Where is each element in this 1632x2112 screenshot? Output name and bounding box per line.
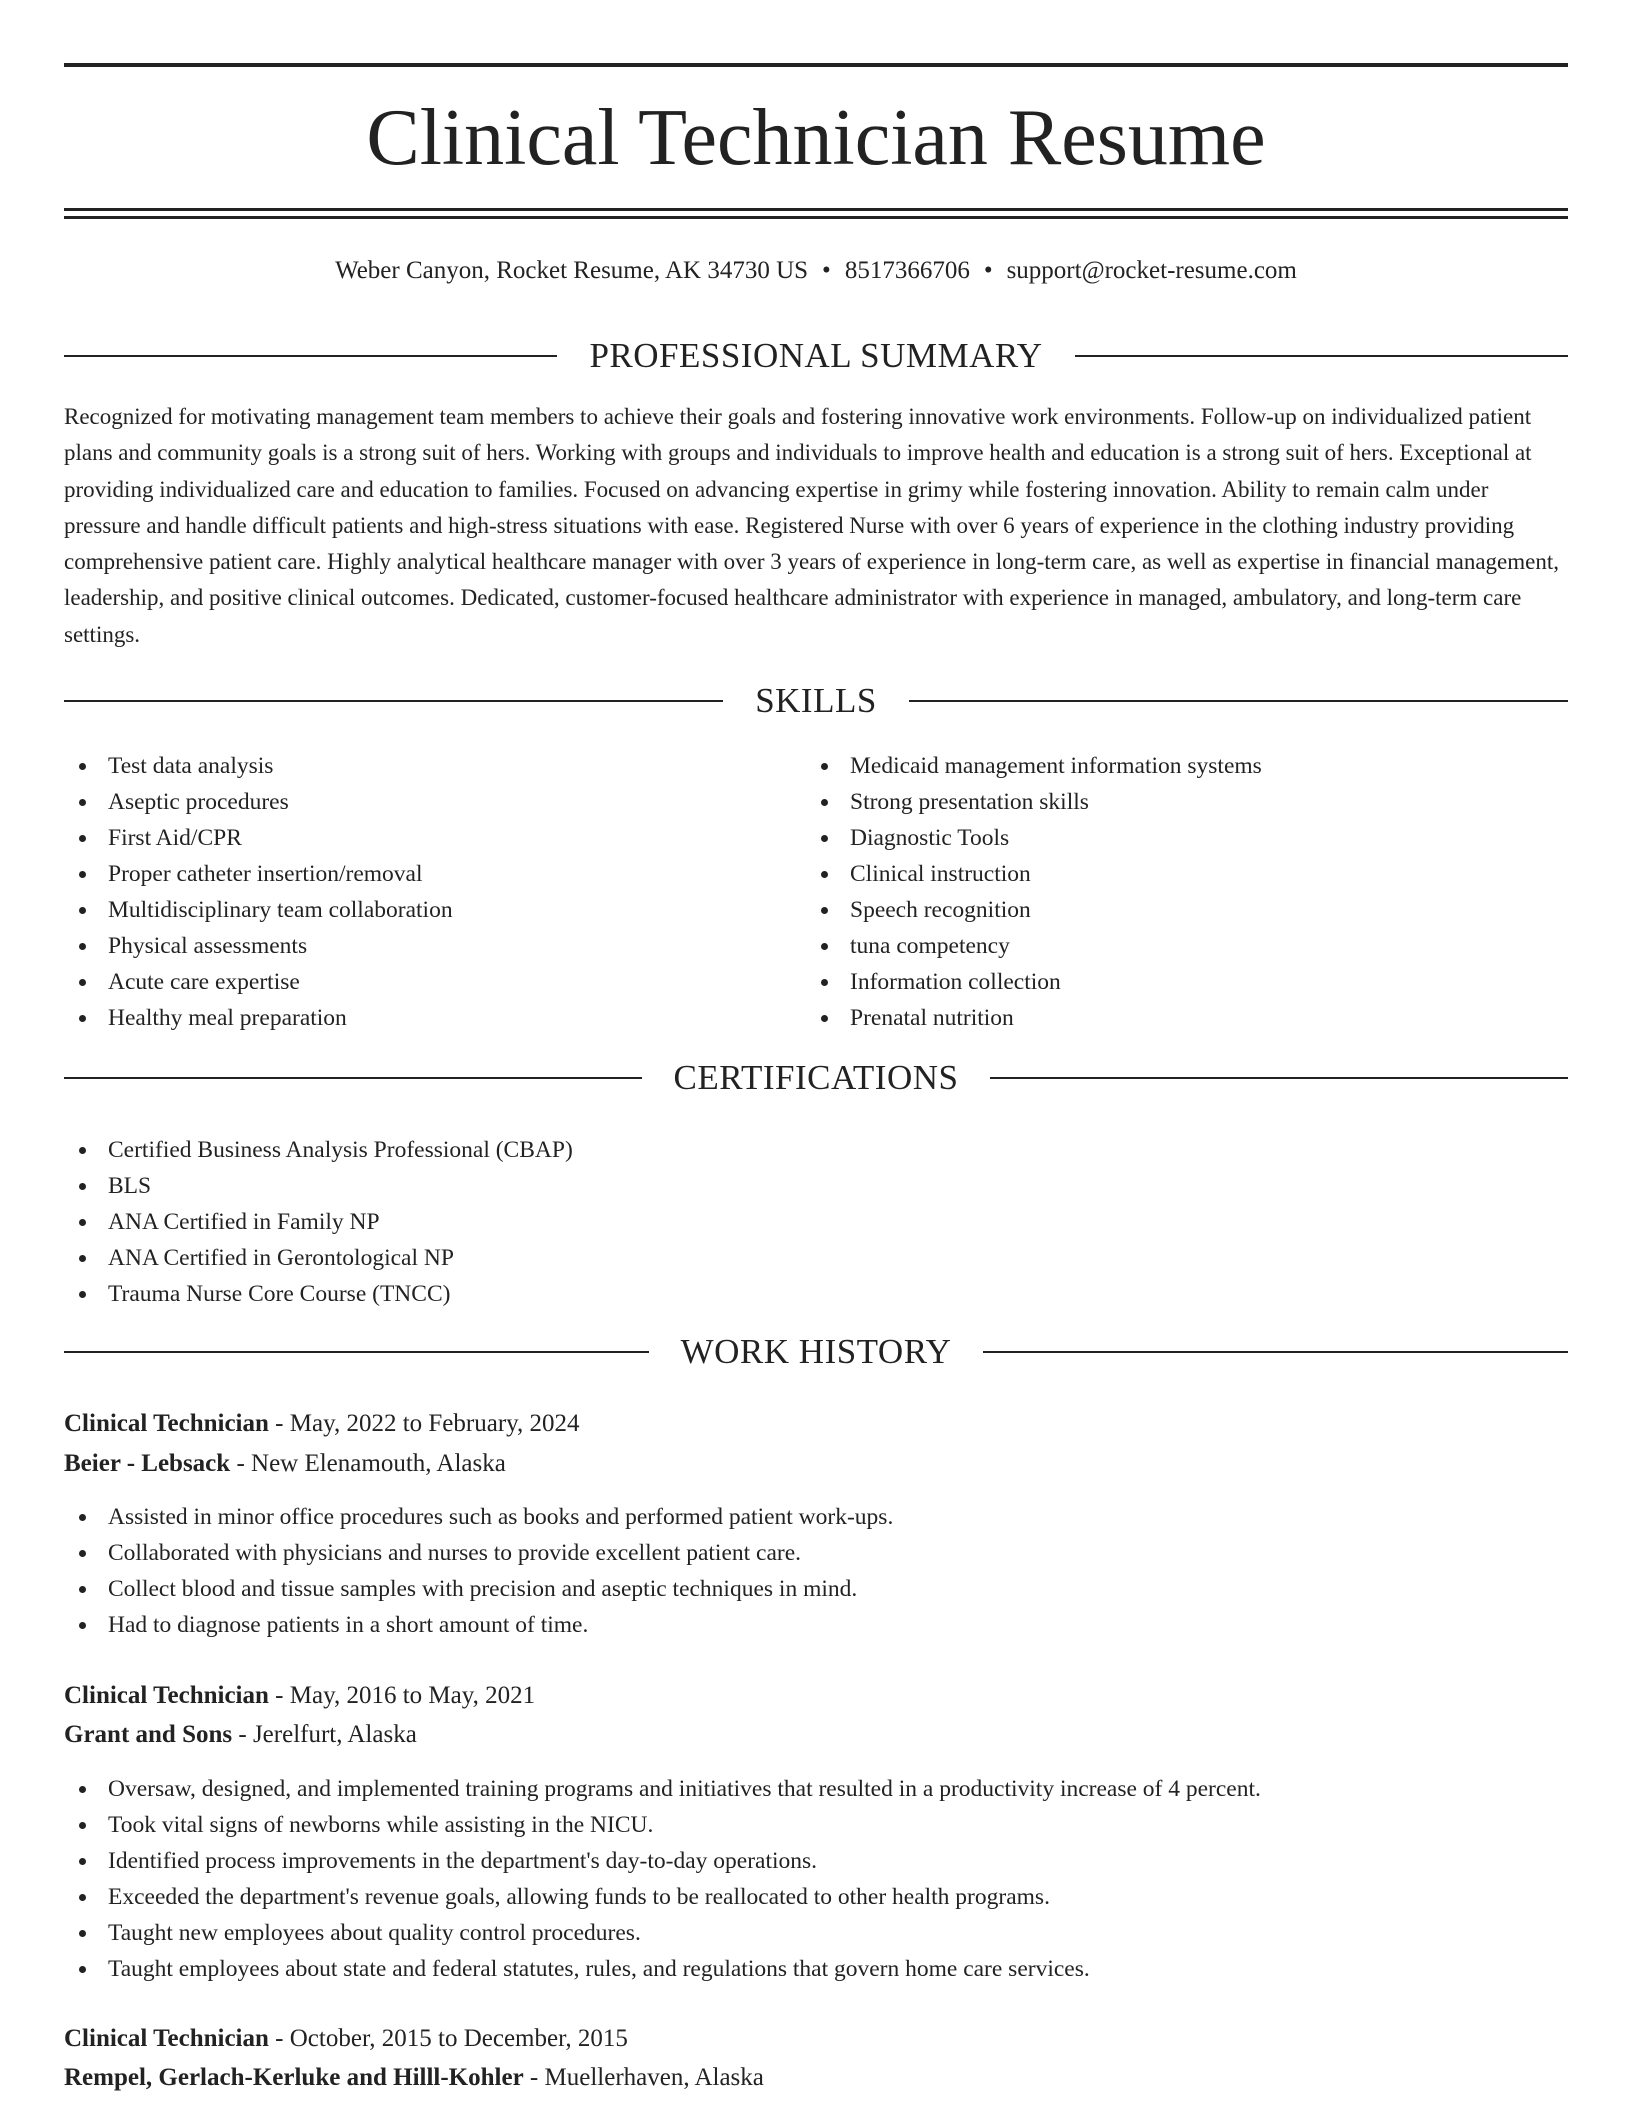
work-history-heading (64, 1332, 1568, 1372)
skill-item: Speech recognition (806, 892, 1566, 928)
heading-rule-right (909, 700, 1568, 702)
skill-item: Strong presentation skills (806, 784, 1566, 820)
job-location: Jerelfurt, Alaska (252, 1721, 417, 1748)
contact-address: Weber Canyon, Rocket Resume, AK 34730 US (335, 257, 809, 284)
contact-phone: 8517366706 (844, 257, 970, 284)
job-employer: Grant and Sons (64, 1721, 233, 1748)
skills-list-left (64, 748, 804, 1036)
job-dash: - (268, 1410, 290, 1437)
resume-title: Clinical Technician Resume (366, 94, 1266, 182)
job-title-line (64, 2020, 1568, 2058)
heading-rule-left (64, 355, 557, 357)
skills-heading (64, 681, 1568, 721)
certification-item: BLS (64, 1168, 1568, 1204)
job-dates: October, 2015 to December, 2015 (289, 2025, 628, 2052)
certifications-heading-text: CERTIFICATIONS (673, 1058, 959, 1097)
heading-rule-right (1075, 355, 1568, 357)
duty-item: Identified process improvements in the department's day-to-day operations. (64, 1843, 1568, 1879)
skill-item: Diagnostic Tools (806, 820, 1566, 856)
skill-item: Multidisciplinary team collaboration (64, 892, 804, 928)
heading-rule-left (64, 700, 723, 702)
job-employer-line (64, 1716, 1568, 1754)
summary-text: Recognized for motivating management team members to achieve their goals and fostering innovative work environments. Follow-up on individualized patient plans and community goals is a strong suit of hers. Working with groups and individuals to improve health and education is a strong suit of hers. Exceptional at providing individualized care and education to families. Focused on advancing expertise in grimy while fostering innovation. Ability to remain calm under pressure and handle difficult patients and high-stress situations with ease. Registered Nurse with over 6 years of experience in the clothing industry providing comprehensive patient care. Highly analytical healthcare manager with over 3 years of experience in long-term care, as well as expertise in financial management, leadership, and positive clinical outcomes. Dedicated, customer-focused healthcare administrator with experience in managed, ambulatory, and long-term care settings. (64, 404, 1559, 647)
certifications-heading (64, 1058, 1568, 1098)
contact-separator: • (822, 257, 831, 284)
certifications-list (64, 1132, 1568, 1312)
job-location: Muellerhaven, Alaska (544, 2064, 764, 2091)
job-title: Clinical Technician (64, 1682, 269, 1709)
top-rule (64, 63, 1568, 67)
heading-rule-right (990, 1077, 1568, 1079)
job-location: New Elenamouth, Alaska (251, 1450, 506, 1477)
skill-item: Acute care expertise (64, 964, 804, 1000)
job-employer-line (64, 2059, 1568, 2097)
summary-heading (64, 336, 1568, 376)
job-dash: - (268, 1682, 290, 1709)
job-duties-list (64, 1771, 1568, 1987)
work-history-heading-text: WORK HISTORY (680, 1332, 952, 1371)
skill-item: Aseptic procedures (64, 784, 804, 820)
contact-separator: • (983, 257, 993, 284)
skill-item: Healthy meal preparation (64, 1000, 804, 1036)
duty-item: Taught new employees about quality control procedures. (64, 1915, 1568, 1951)
job-title: Clinical Technician (64, 1410, 269, 1437)
job-dates: May, 2016 to May, 2021 (289, 1682, 536, 1709)
job-employer-line (64, 1445, 1568, 1483)
skills-list-right (806, 748, 1566, 1036)
skill-item: Information collection (806, 964, 1566, 1000)
job-dash: - (230, 1450, 252, 1477)
duty-item: Exceeded the department's revenue goals, allowing funds to be reallocated to other health programs. (64, 1879, 1568, 1915)
job-title-line (64, 1677, 1568, 1715)
duty-item: Assisted in minor office procedures such as books and performed patient work-ups. (64, 1499, 1568, 1535)
certification-item: Trauma Nurse Core Course (TNCC) (64, 1276, 1568, 1312)
duty-item: Taught employees about state and federal statutes, rules, and regulations that govern home care services. (64, 1951, 1568, 1987)
skill-item: Prenatal nutrition (806, 1000, 1566, 1036)
skill-item: Clinical instruction (806, 856, 1566, 892)
duty-item: Oversaw, designed, and implemented training programs and initiatives that resulted in a productivity increase of 4 percent. (64, 1771, 1568, 1807)
skill-item: Proper catheter insertion/removal (64, 856, 804, 892)
title-rule-lower (64, 216, 1568, 219)
duty-item: Took vital signs of newborns while assisting in the NICU. (64, 1807, 1568, 1843)
title-rule-upper (64, 208, 1568, 211)
contact-line (64, 254, 1568, 288)
contact-email: support@rocket-resume.com (1006, 257, 1297, 284)
skills-heading-text: SKILLS (755, 681, 877, 720)
certification-item: ANA Certified in Family NP (64, 1204, 1568, 1240)
job-employer: Rempel, Gerlach-Kerluke and Hilll-Kohler (64, 2064, 524, 2091)
duty-item: Collaborated with physicians and nurses to provide excellent patient care. (64, 1535, 1568, 1571)
certification-item: Certified Business Analysis Professional (CBAP) (64, 1132, 1568, 1168)
skill-item: Medicaid management information systems (806, 748, 1566, 784)
job-dash: - (232, 1721, 253, 1748)
summary-heading-text: PROFESSIONAL SUMMARY (589, 336, 1043, 375)
job-dash: - (523, 2064, 545, 2091)
duty-item: Collect blood and tissue samples with precision and aseptic techniques in mind. (64, 1571, 1568, 1607)
heading-rule-left (64, 1077, 642, 1079)
job-dash: - (268, 2025, 290, 2052)
certification-item: ANA Certified in Gerontological NP (64, 1240, 1568, 1276)
skill-item: First Aid/CPR (64, 820, 804, 856)
job-duties-list (64, 1499, 1568, 1643)
skill-item: tuna competency (806, 928, 1566, 964)
heading-rule-left (64, 1351, 649, 1353)
skill-item: Test data analysis (64, 748, 804, 784)
job-title: Clinical Technician (64, 2025, 269, 2052)
job-title-line (64, 1405, 1568, 1443)
job-dates: May, 2022 to February, 2024 (289, 1410, 580, 1437)
duty-item: Had to diagnose patients in a short amount of time. (64, 1607, 1568, 1643)
job-employer: Beier - Lebsack (64, 1450, 231, 1477)
skill-item: Physical assessments (64, 928, 804, 964)
heading-rule-right (983, 1351, 1568, 1353)
